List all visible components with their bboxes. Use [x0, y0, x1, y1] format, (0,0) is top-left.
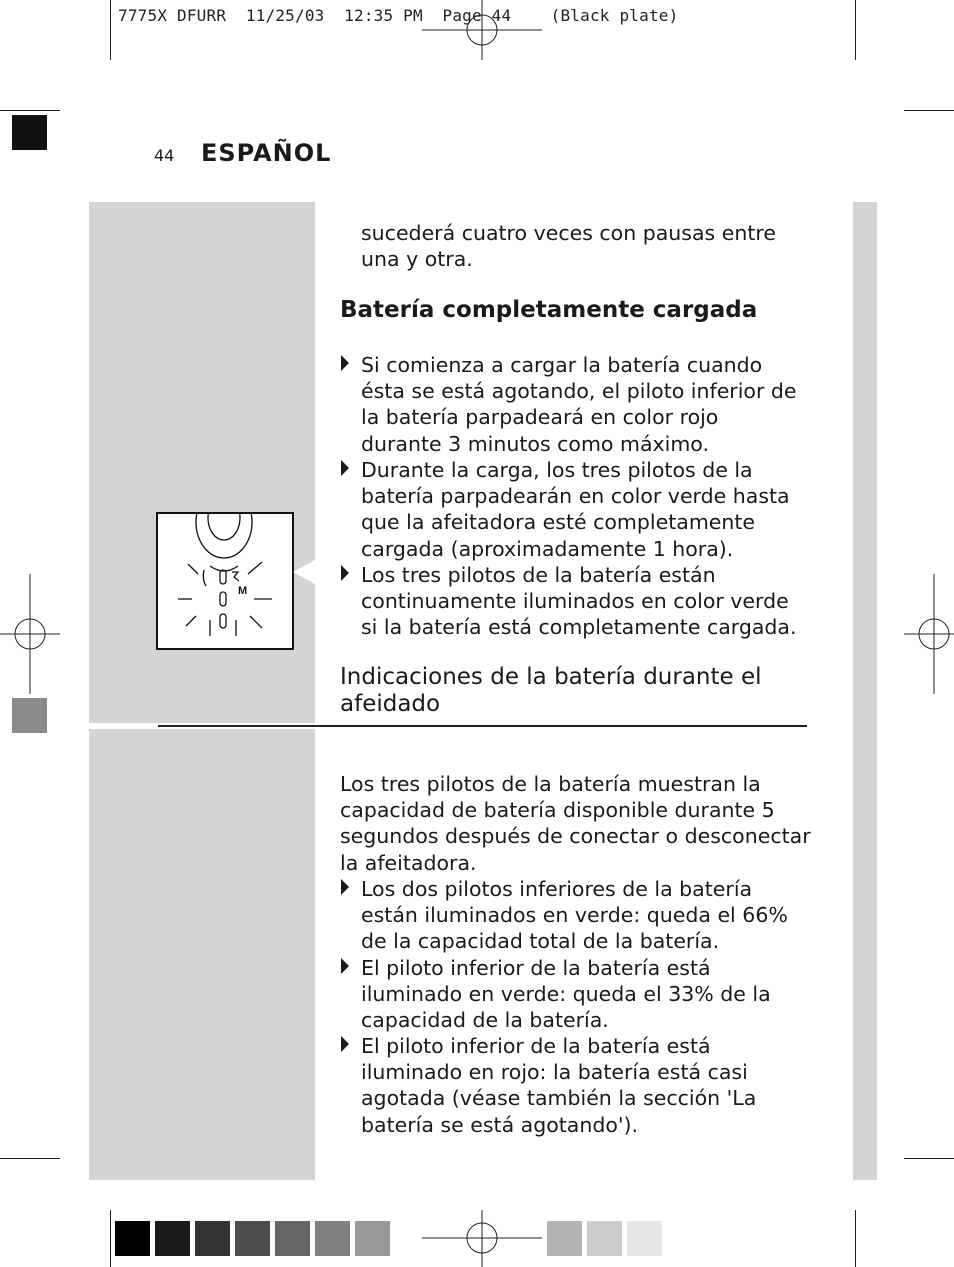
section2-bullet-1: Los dos pilotos inferiores de la batería están iluminados en verde: queda el 66% de la capacidad total de la batería. — [361, 877, 788, 954]
color-swatch — [195, 1221, 230, 1256]
section-rule — [158, 725, 807, 727]
black-registration-square — [12, 115, 47, 150]
figure-pointer — [293, 560, 315, 584]
bullet-marker — [341, 958, 349, 974]
color-swatch — [275, 1221, 310, 1256]
section2-title: Indicaciones de la batería durante el afeidado — [340, 664, 762, 717]
section1-bullet-1: Si comienza a cargar la batería cuando ésta se está agotando, el piloto inferior de la batería parpadeará en color rojo durante 3 minutos como máximo. — [361, 353, 797, 456]
color-swatch — [587, 1221, 622, 1256]
figure-label: M — [238, 585, 248, 597]
page-title: ESPAÑOL — [201, 139, 332, 167]
right-sidebar-panel — [853, 202, 877, 1180]
printer-slug: 7775X DFURR 11/25/03 12:35 PM Page 44 (Black plate) — [118, 6, 679, 25]
bullet-marker — [341, 355, 349, 371]
color-swatch — [235, 1221, 270, 1256]
intro-continuation: sucederá cuatro veces con pausas entre una y otra. — [361, 221, 776, 272]
section1-title: Batería completamente cargada — [340, 297, 758, 323]
section1-bullet-2: Durante la carga, los tres pilotos de la batería parpadearán en color verde hasta que la afeitadora esté completamente cargada (aproximadamente 1 hora). — [361, 458, 790, 561]
section2-bullet-3: El piloto inferior de la batería está iluminado en rojo: la batería está casi agotada (véase también la sección 'La batería se está agotando'). — [361, 1034, 757, 1137]
page-number: 44 — [154, 146, 175, 165]
section2-bullet-2: El piloto inferior de la batería está iluminado en verde: queda el 33% de la capacidad de la batería. — [361, 956, 771, 1033]
bullet-marker — [341, 565, 349, 581]
bullet-marker — [341, 460, 349, 476]
color-swatch — [115, 1221, 150, 1256]
battery-indicator-figure — [156, 512, 294, 650]
section1-bullet-3: Los tres pilotos de la batería están continuamente iluminados en color verde si la batería está completamente cargada. — [361, 563, 797, 640]
bullet-marker — [341, 1036, 349, 1052]
bullet-marker — [341, 879, 349, 895]
left-sidebar-panel — [89, 202, 315, 1180]
color-swatch — [547, 1221, 582, 1256]
color-swatch — [355, 1221, 390, 1256]
color-swatch — [627, 1221, 662, 1256]
grey-registration-square — [12, 698, 47, 733]
color-swatch — [315, 1221, 350, 1256]
battery-indicator-lights-icon — [158, 514, 292, 648]
color-swatch — [155, 1221, 190, 1256]
section2-paragraph: Los tres pilotos de la batería muestran la capacidad de batería disponible durante 5 segundos después de conectar o desconectar la afeitadora. — [340, 772, 811, 875]
